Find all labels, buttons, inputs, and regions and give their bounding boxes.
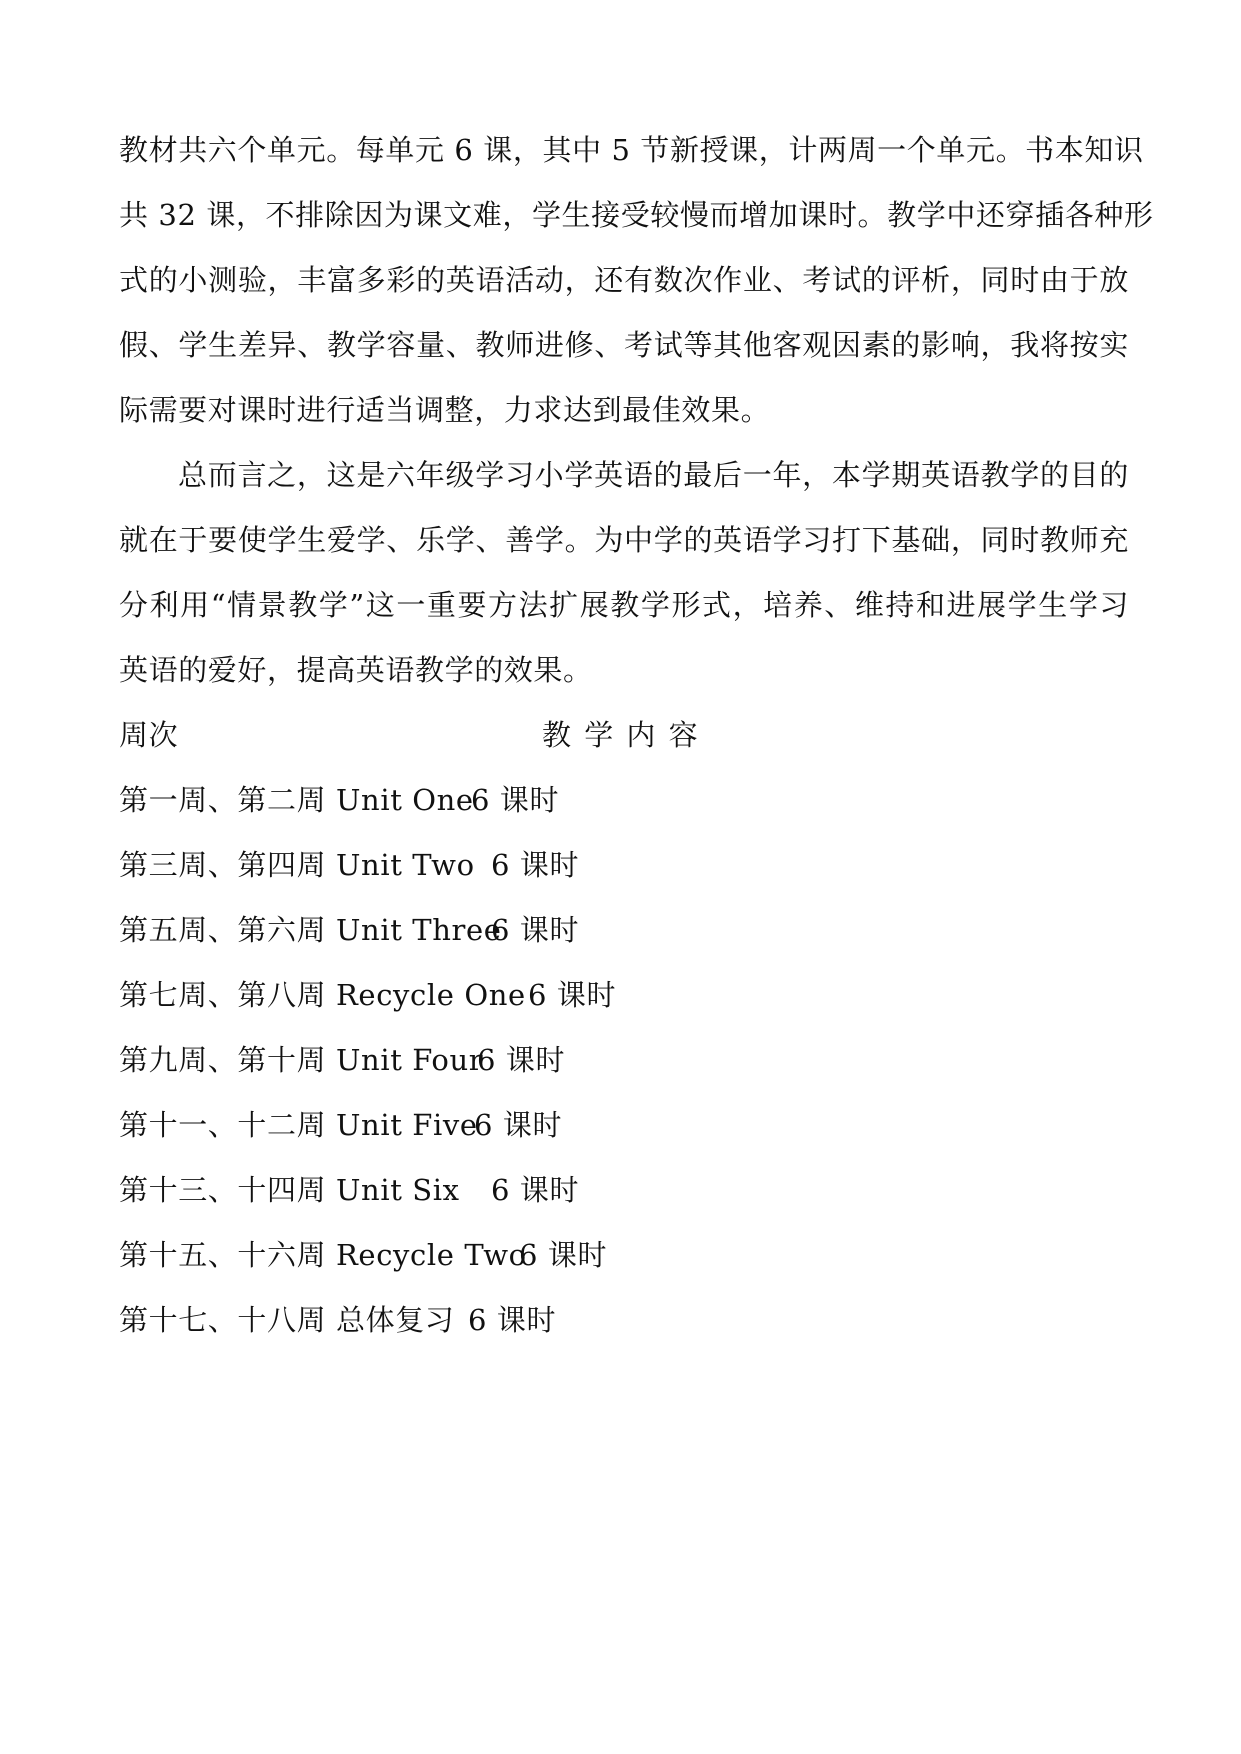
schedule-unit: Unit Four xyxy=(336,1043,484,1077)
schedule-week: 第七周、第八周 xyxy=(119,978,327,1012)
schedule-unit: Unit Five xyxy=(336,1108,478,1142)
schedule-week: 第九周、第十周 xyxy=(119,1043,327,1077)
schedule-unit: Recycle One xyxy=(336,978,526,1012)
schedule-header-content: 教 学 内 容 xyxy=(542,718,700,752)
paragraph-1-line-1: 教材共六个单元。每单元 6 课，其中 5 节新授课，计两周一个单元。书本知识 xyxy=(119,133,1144,167)
paragraph-2-line-4: 英语的爱好，提高英语教学的效果。 xyxy=(119,653,593,687)
schedule-week: 第五周、第六周 xyxy=(119,913,327,947)
schedule-hours: 6 课时 xyxy=(491,913,580,947)
schedule-hours: 6 课时 xyxy=(468,1303,557,1337)
schedule-unit: Recycle Two xyxy=(336,1238,527,1272)
schedule-hours: 6 课时 xyxy=(477,1043,566,1077)
paragraph-1-line-2: 共 32 课，不排除因为课文难，学生接受较慢而增加课时。教学中还穿插各种形 xyxy=(119,198,1154,232)
paragraph-2-line-3: 分利用“情景教学”这一重要方法扩展教学形式，培养、维持和进展学生学习 xyxy=(119,588,1129,622)
paragraph-2-line-2: 就在于要使学生爱学、乐学、善学。为中学的英语学习打下基础，同时教师充 xyxy=(119,523,1129,557)
schedule-hours: 6 课时 xyxy=(474,1108,563,1142)
schedule-hours: 6 课时 xyxy=(491,1173,580,1207)
paragraph-1-line-4: 假、学生差异、教学容量、教师进修、考试等其他客观因素的影响，我将按实 xyxy=(119,328,1129,362)
schedule-week: 第十五、十六周 xyxy=(119,1238,327,1272)
schedule-week: 第十七、十八周 xyxy=(119,1303,327,1337)
paragraph-1-line-3: 式的小测验，丰富多彩的英语活动，还有数次作业、考试的评析，同时由于放 xyxy=(119,263,1129,297)
schedule-header-week: 周次 xyxy=(119,718,179,752)
schedule-unit: Unit Six xyxy=(336,1173,460,1207)
schedule-hours: 6 课时 xyxy=(528,978,617,1012)
schedule-hours: 6 课时 xyxy=(471,783,560,817)
schedule-unit: Unit Two xyxy=(336,848,475,882)
schedule-unit: Unit Three xyxy=(336,913,502,947)
schedule-hours: 6 课时 xyxy=(519,1238,608,1272)
schedule-unit: 总体复习 xyxy=(336,1303,455,1337)
schedule-hours: 6 课时 xyxy=(491,848,580,882)
schedule-unit: Unit One xyxy=(336,783,474,817)
schedule-week: 第十一、十二周 xyxy=(119,1108,327,1142)
schedule-week: 第十三、十四周 xyxy=(119,1173,327,1207)
schedule-week: 第三周、第四周 xyxy=(119,848,327,882)
paragraph-2-line-1: 总而言之，这是六年级学习小学英语的最后一年，本学期英语教学的目的 xyxy=(178,458,1129,492)
paragraph-1-line-5: 际需要对课时进行适当调整，力求达到最佳效果。 xyxy=(119,393,771,427)
schedule-week: 第一周、第二周 xyxy=(119,783,327,817)
